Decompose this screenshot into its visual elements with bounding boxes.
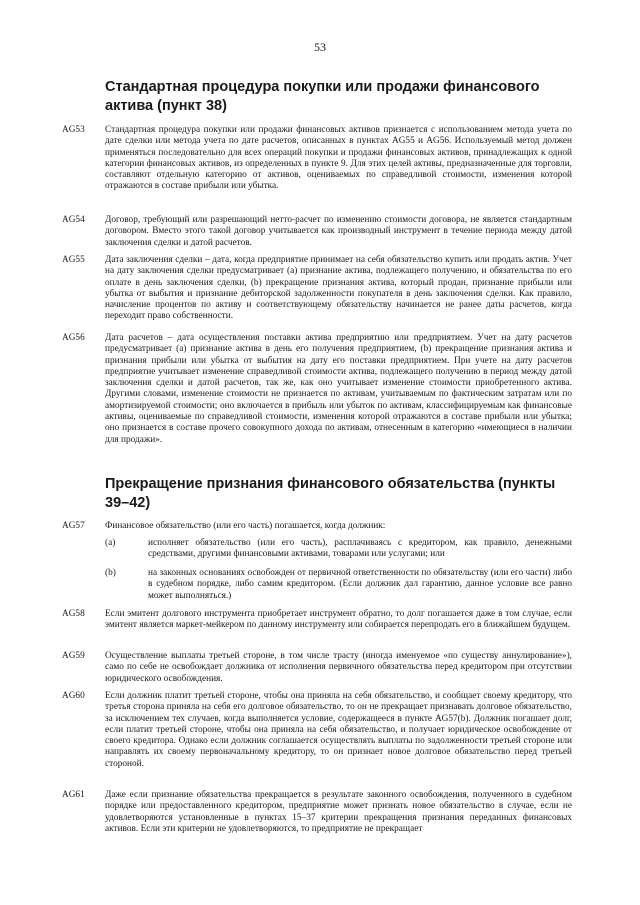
paragraph-text: Договор, требующий или разрешающий нетто-расчет по изменению стоимости договора, не является стандартным договором. Вместо этого такой договор учитывается как производный инструмент в течение периода между датой заключения сделки и датой расчетов. (105, 215, 572, 248)
paragraph-ag54 (62, 215, 572, 249)
subitem-letter: (b) (105, 568, 116, 578)
paragraph-number: AG61 (62, 790, 85, 800)
paragraph-number: AG60 (62, 691, 85, 701)
paragraph-text: Дата заключения сделки – дата, когда предприятие принимает на себя обязательство купить или продать актив. Учет на дату заключения сделки предусматривает (a) признание актива, подлежащего получению, и обязательства по его оплате в день заключения сделки, (b) прекращение признания актива, который продан, признание прибыли или убытка от выбытия и признание дебиторской задолженности покупателя в день заключения сделки. Как правило, начисление процентов по активу и соответствующему обязательству начинается не ранее даты расчетов, когда переходит право собственности. (105, 255, 572, 322)
paragraph-ag56 (62, 333, 572, 446)
paragraph-number: AG54 (62, 215, 85, 225)
paragraph-text: Даже если признание обязательства прекращается в результате законного освобождения, полученного в судебном порядке или предоставленного кредитором, предприятие может признать новое обязательство в случае, если не удовлетворяются установленные в пунктах 15–37 критерии прекращения признания переданных финансовых активов. Если эти критерии не удовлетворяются, то предприятие не прекращает (105, 790, 572, 834)
paragraph-text: Осуществление выплаты третьей стороне, в том числе трасту (иногда именуемое «по существу аннулирование»), само по себе не освобождает должника от исполнения первичного обязательства перед кредитором при отсутствии юридического освобождения. (105, 651, 572, 684)
paragraph-ag61 (62, 790, 572, 835)
paragraph-ag55 (62, 255, 572, 323)
paragraph-ag59 (62, 651, 572, 685)
paragraph-ag60 (62, 691, 572, 770)
paragraph-number: AG56 (62, 333, 85, 343)
paragraph-text: Если должник платит третьей стороне, чтобы она приняла на себя обязательство, и сообщает своему кредитору, что третья сторона приняла на себя его долговое обязательство, то он не прекращает признавать долговое обязательство, за исключением тех случаев, когда выполняется условие, содержащееся в пункте AG57(b). Должник погашает долг, если платит третьей стороне, чтобы она приняла на себя обязательство, и получает юридическое освобождение от своего кредитора. Однако если должник соглашается осуществлять выплаты по задолженности третьей стороне или направлять их своему первоначальному кредитору, то он признает новое долговое обязательство перед третьей стороной. (105, 691, 572, 769)
paragraph-text: Если эмитент долгового инструмента приобретает инструмент обратно, то долг погашается даже в том случае, если эмитент является маркет-мейкером по данному инструменту или собирается перепродать его в ближайшем будущем. (105, 609, 572, 631)
subitem-a (105, 538, 572, 561)
paragraph-number: AG53 (62, 125, 85, 135)
section-heading-standard-purchase: Стандартная процедура покупки или продажи финансового актива (пункт 38) (105, 79, 540, 114)
paragraph-text: Стандартная процедура покупки или продажи финансовых активов признается с использованием метода учета по дате сделки или метода учета по дате расчетов, описанных в пунктах AG55 и AG56. Используемый метод должен применяться последовательно для всех операций покупки и продажи финансовых активов, принадлежащих к одной категории финансовых активов, из определенных в пункте 9. Для этих целей активы, предназначенные для торговли, составляют отдельную категорию от активов, оцениваемых по справедливой стоимости, изменения которой отражаются в составе прибыли или убытка. (105, 125, 572, 192)
paragraph-ag58 (62, 609, 572, 632)
paragraph-text: Дата расчетов – дата осуществления поставки актива предприятию или предприятием. Учет на дату расчетов предусматривает (a) признание актива в день его получения предприятием, (b) прекращение признания актива и признания прибыли или убытка от выбытия на дату его поставки предприятием. При учете на дату расчетов предприятие учитывает изменение справедливой стоимости актива, подлежащего получению в период между датой заключения сделки и датой расчетов, так же, как оно учитывает изменение стоимости приобретенного актива. Другими словами, изменение стоимости не признается по активам, учитываемым по фактическим затратам или по амортизируемой стоимости; оно включается в прибыль или убыток по активам, классифицируемым как финансовые активы, оцениваемые по справедливой стоимости, изменения которой отражаются в составе прибыли или убытка; оно признается в составе прочего совокупного дохода по активам, отнесенным в категорию «имеющиеся в наличии для продажи». (105, 333, 572, 445)
paragraph-number: AG55 (62, 255, 85, 265)
page-number: 53 (314, 40, 326, 54)
paragraph-number: AG59 (62, 651, 85, 661)
section-heading-derecognition-liability: Прекращение признания финансового обязательства (пункты 39–42) (105, 476, 556, 511)
paragraph-number: AG58 (62, 609, 85, 619)
subitem-text: исполняет обязательство (или его часть), расплачиваясь с кредитором, как правило, денежными средствами, другими финансовыми активами, товарами или услугами; или (148, 538, 572, 560)
paragraph-ag57 (62, 521, 572, 532)
subitem-b (105, 568, 572, 602)
subitem-letter: (a) (105, 538, 116, 548)
subitem-text: на законных основаниях освобожден от первичной ответственности по обязательству (или его части) либо в судебном порядке, либо самим кредитором. (Если должник дал гарантию, данное условие все равно может выполняться.) (148, 568, 572, 601)
paragraph-ag53 (62, 125, 572, 193)
paragraph-text: Финансовое обязательство (или его часть) погашается, когда должник: (105, 521, 386, 531)
paragraph-number: AG57 (62, 521, 85, 531)
